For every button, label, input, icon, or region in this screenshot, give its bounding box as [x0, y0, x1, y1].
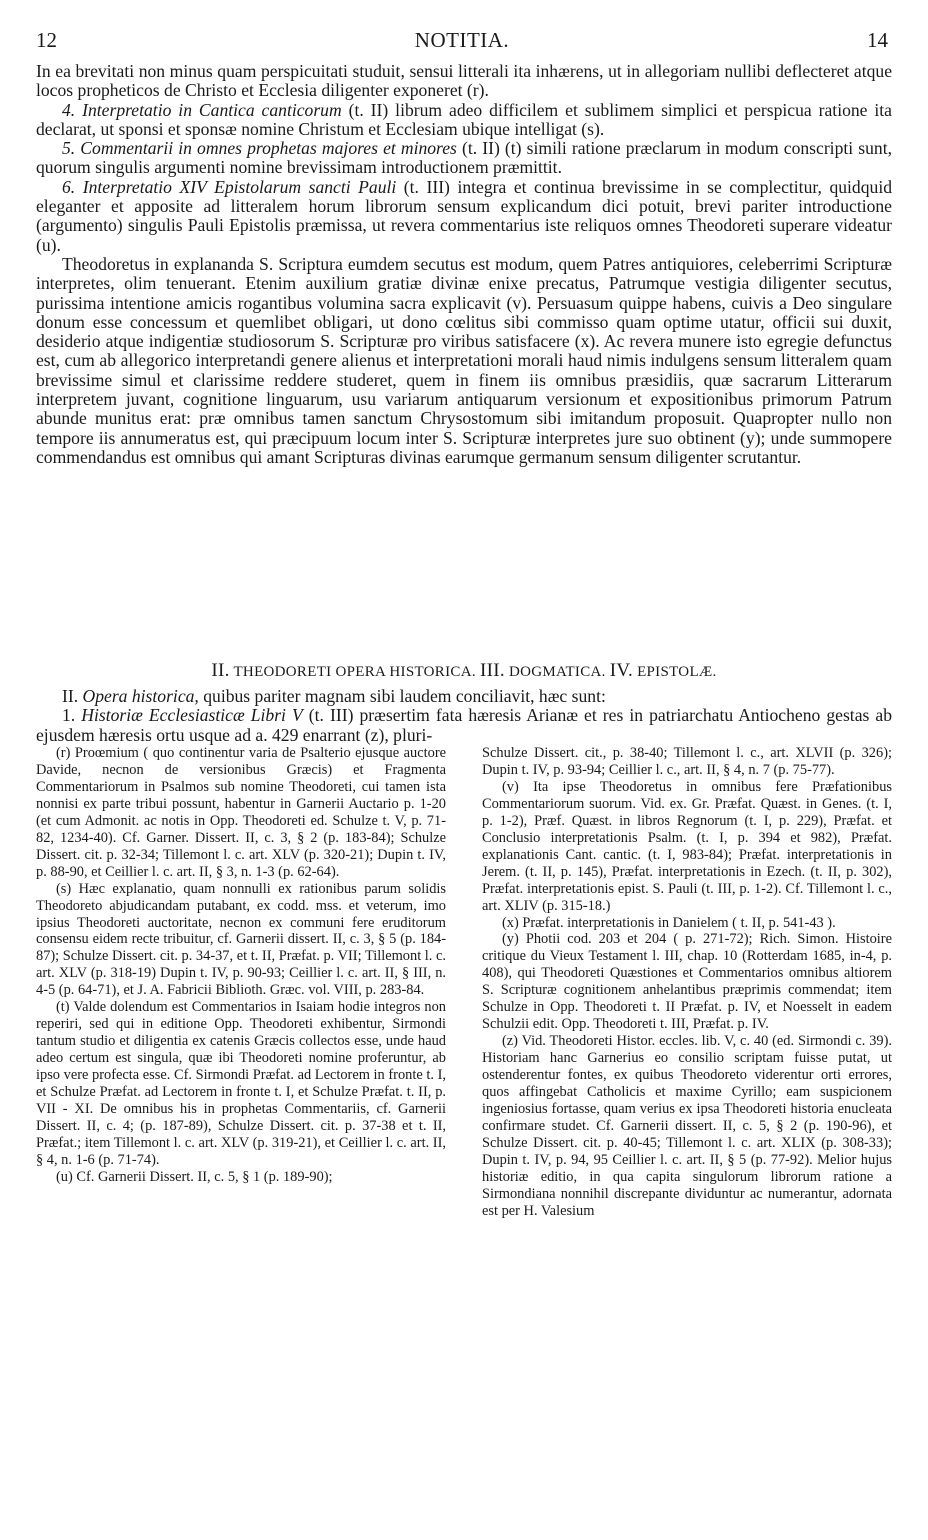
running-title: NOTITIA. [414, 28, 510, 52]
footnotes-right-column [482, 745, 892, 1220]
footnote: (s) Hæc explanatio, quam nonnulli ex rationibus parum solidis Theodoreto abjudicandam putabant, ex codd. mss. et veterum, imo ipsius Theodoreti auctoritate, necnon ex communi fere eruditorum consensu eidem recte tribuitur, cf. Garnerii dissert. II, c. 3, § 5 (p. 184-87); Schulze Dissert. cit. p. 34-37, et t. II, Præfat. p. VII; Tillemont l. c. art. XLV (p. 318-19) Dupin t. IV, p. 90-93; Ceillier l. c. art. II, § III, n. 4-5 (p. 64-71), et J. A. Fabricii Biblioth. Græc. vol. VIII, p. 283-84. [36, 880, 446, 999]
item-label: 5. Commentarii in omnes prophetas majores et minores [62, 138, 457, 159]
footnotes-left-column [36, 745, 446, 1186]
section-text [36, 687, 892, 745]
item-text: (t. II) (t) simili ratione præclarum in modum conscripti sunt, quorum singulis argumenti nomine brevissimam introductionem præmittit. [36, 138, 892, 178]
paragraph: Theodoretus in explananda S. Scriptura eumdem secutus est modum, quem Patres antiquiores, celeberrimi Scripturæ interpretes, olim tenuerant. Etenim auxilium gratiæ divinæ enixe precatus, Patrumque vestigia diligenter secutus, purissima intentione amicis rogantibus volumina sacra explicavit (v). Persuasum quippe habens, cuivis a Deo singulare donum esse concessum et quemlibet obligari, ut dono cœlitus sibi commisso quam optime utatur, officii sui duxit, desiderio atque indigentiæ studiosorum S. Scripturæ pro viribus satisfacere (x). Ac revera munere isto egregie defunctus est, cum ab allegorico interpretandi genere alienus et interpretationi morali haud nimis indulgens sensum litteralem quam brevissime simul et clarissime reddere studeret, quem in finem iis omnibus præsidiis, quæ sacrarum Litterarum interpretem juvant, cognitione linguarum, usu variarum antiquarum versionum et expositionibus primorum Patrum abunde munitus erat: præ omnibus tamen sanctum Chrysostomum sibi imitandum proposuit. Quapropter nullo non tempore iis annumeratus est, qui præcipuum locum inter S. Scripturæ interpretes jure suo obtinent (y); unde summopere commendandus est omnibus qui amant Scripturas divinas earumque germanum sensum diligenter scrutantur. [36, 253, 892, 467]
main-text [36, 62, 892, 467]
item-text: (t. II) librum adeo difficilem et sublimem simplici et perspicua ratione ita declarat, ut sponsi et sponsæ nomine Christum et Ecclesiam ubique intelligat (s). [36, 99, 892, 139]
paragraph [36, 178, 892, 255]
item-text: (t. III) integra et continua brevissime in se complectitur, quidquid eleganter et apposite ad litteralem horum librorum sensum explicandum dici potuit, brevi pariter introductione (argumento) singulis Pauli Epistolis præmissa, ut revera commentarius iste reliquos omnes Theodoreti superare videatur (u). [36, 176, 893, 255]
footnote: (r) Proœmium ( quo continentur varia de Psalterio ejusque auctore Davide, necnon de versionibus Græcis) et Fragmenta Commentariorum in Psalmos sub nomine Theodoreti, cui tamen ista nonnisi ex parte tribui possunt, habentur in Garnerii Auctario p. 1-20 (et cum Admonit. ac notis in Opp. Theodoreti ed. Schulze t. V, p. 71-82, 1234-40). Cf. Garner. Dissert. II, c. 3, § 2 (p. 183-84); Schulze Dissert. cit. p. 32-34; Tillemont l. c. art. XLV (p. 320-21); Dupin t. IV, p. 88-90, et Ceillier l. c. art. II, § 3, n. 1-3 (p. 62-64). [36, 745, 446, 880]
footnote: Schulze Dissert. cit., p. 38-40; Tillemont l. c., art. XLVII (p. 326); Dupin t. IV, p. 93-94; Ceillier l. c., art. II, § 4, n. 7 (p. 75-77). [482, 745, 892, 778]
footnote: (v) Ita ipse Theodoretus in omnibus fere Præfationibus Commentariorum suorum. Vid. ex. Gr. Præfat. Quæst. in Genes. (t. I, p. 1-2), Præf. Quæst. in libros Regnorum (t. I, p. 229), Præfat. et Conclusio interpretationis Psalm. (t. I, p. 394 et 982), Præfat. explanationis Cant. cantic. (t. I, 983-84); Præfat. interpretationis in Jerem. (t. II, p. 145), Præfat. interpretationis in Ezech. (t. II, p. 302), Præfat. interpretationis epist. S. Pauli (t. III, p. 1-2). Cf. Tillemont l. c., art. XLIV (p. 315-18.) [482, 778, 892, 914]
footnote: (z) Vid. Theodoreti Histor. eccles. lib. V, c. 40 (ed. Sirmondi c. 39). Historiam hanc Garnerius eo consilio scriptam fuisse putat, ut ostenderentur fontes, ex quibus Theodoreto viderentur orti errores, quos affingebat Catholicis et maxime Cyrillo; eam suspicionem ingeniosius fortasse, quam verius ex ipsa Theodoreti historia enucleata confirmare studet. Cf. Garnerii dissert. II, c. 5, § 2 (p. 190-96), et Schulze Dissert. cit. p. 40-45; Tillemont l. c. art. XLIX (p. 308-33); Dupin t. IV, p. 94, 95 Ceillier l. c. art. II, § 5 (p. 77-92). Melior hujus historiæ editio, in qua capita singulorum librorum ratione a Sirmondiana nonnihil discrepante dividuntur ac numerantur, adornata est per H. Valesium [482, 1033, 892, 1219]
footnote: (u) Cf. Garnerii Dissert. II, c. 5, § 1 (p. 189-90); [56, 1168, 333, 1185]
footnote: (t) Valde dolendum est Commentarios in Isaiam hodie integros non reperiri, sed qui in editione Opp. Theodoreti exhibentur, Sirmondi tantum studio et diligentia ex catenis Græcis collectos esse, unde haud adeo certum est singula, quæ ibi Theodoreti nomine proferuntur, ab ipso vere profecta esse. Cf. Sirmondi Præfat. ad Lectorem in fronte t. I, et Schulze Præfat. ad Lectorem in fronte t. I, et Schulze Præfat. t. II, p. VII - XI. De omnibus his in prophetas Commentariis, cf. Garnerii Dissert. II, c. 4; (p. 187-89), Schulze Dissert. cit. p. 37-38 et t. II, Præfat.; item Tillemont l. c. art. XLV (p. 319-21), et Ceillier l. c. art. II, § 4, n. 1-6 (p. 71-74). [36, 999, 446, 1168]
item-label: Opera historica, [82, 686, 199, 706]
footnote: (y) Photii cod. 203 et 204 ( p. 271-72); Rich. Simon. Histoire critique du Vieux Testament l. III, chap. 10 (Rotterdam 1685, in-4, p. 408), qui Theodoreti Quæstiones et Commentarios omnibus altiorem S. Scripturæ cognitionem anhelantibus præprimis commendat; item Schulze in Opp. Theodoreti t. II Præfat. p. IV, et Noesselt in eadem Schulzii edit. Opp. Theodoreti t. III, Præfat. p. IV. [482, 931, 892, 1033]
paragraph [36, 101, 892, 140]
running-header [36, 28, 888, 58]
page-number-right: 14 [867, 28, 888, 52]
item-label: 4. Interpretatio in Cantica canticorum [62, 99, 342, 120]
paragraph [36, 139, 892, 178]
page-number-left: 12 [36, 28, 57, 52]
paragraph: 1. Historiæ Ecclesiasticæ Libri V (t. III) præsertim fata hæresis Arianæ et res in patriarchatu Antiocheno gestas ab ejusdem hæresis ortu usque ad a. 429 enarrant (z), pluri- [36, 705, 893, 745]
item-label: 6. Interpretatio XIV Epistolarum sancti Pauli [62, 176, 397, 197]
paragraph: In ea brevitati non minus quam perspicuitati studuit, sensui litterali ita inhærens, ut in allegoriam nullibi deflecteret atque locos propheticos de Christo et Ecclesia diligenter exponeret (r). [36, 61, 892, 101]
item-label: Historiæ Ecclesiasticæ Libri V [81, 705, 303, 726]
section-heading: II. THEODORETI OPERA HISTORICA. III. DOGMATICA. IV. EPISTOLÆ. [211, 660, 717, 681]
paragraph: II. Opera historica, quibus pariter magnam sibi laudem conciliavit, hæc sunt: [62, 686, 606, 706]
footnote: (x) Præfat. interpretationis in Danielem ( t. II, p. 541-43 ). [502, 914, 836, 931]
